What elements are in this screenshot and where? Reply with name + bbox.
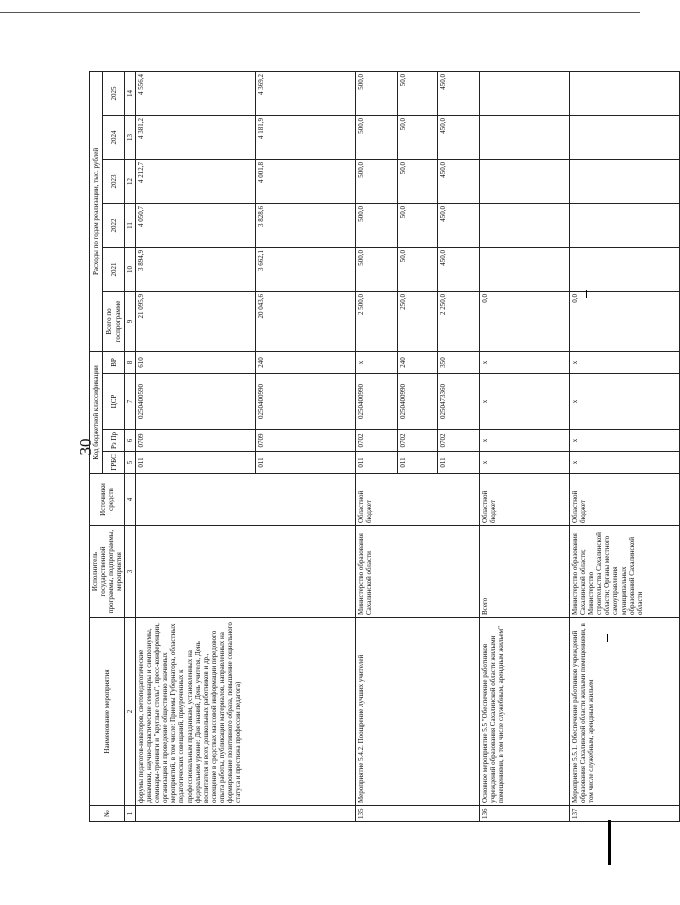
column-index-cell: 10 bbox=[125, 247, 136, 291]
column-index-cell: 2 bbox=[125, 618, 136, 806]
cell-y2021: 50,0 bbox=[398, 247, 438, 291]
cell-y2022 bbox=[570, 203, 680, 247]
cell-y2024 bbox=[570, 115, 680, 159]
cell-csr: 0250400590 bbox=[136, 374, 256, 430]
column-index-cell: 4 bbox=[125, 474, 136, 526]
cell-rzpr: x bbox=[480, 430, 570, 452]
row-number: 136 bbox=[480, 806, 570, 822]
margin-tick bbox=[607, 634, 608, 642]
cell-grbs: 011 bbox=[136, 452, 256, 474]
cell-y2025: 50,0 bbox=[398, 71, 438, 115]
cell-y2022 bbox=[480, 203, 570, 247]
column-index-cell: 11 bbox=[125, 203, 136, 247]
cell-csr: 0250400990 bbox=[256, 374, 356, 430]
cell-y2022: 4 050,7 bbox=[136, 203, 256, 247]
cell-grbs: 011 bbox=[398, 452, 438, 474]
cell-y2021 bbox=[480, 247, 570, 291]
row-source: Областной бюджет bbox=[570, 474, 680, 526]
cell-y2023 bbox=[570, 159, 680, 203]
cell-vr: 240 bbox=[398, 351, 438, 373]
column-index-cell: 9 bbox=[125, 291, 136, 351]
year-2024-header: 2024 bbox=[102, 115, 124, 159]
cell-csr: 0250400990 bbox=[356, 374, 398, 430]
cell-y2025 bbox=[570, 71, 680, 115]
cell-vr: x bbox=[570, 351, 680, 373]
budget-table bbox=[89, 71, 680, 822]
cell-y2022: 50,0 bbox=[398, 203, 438, 247]
column-index-cell: 12 bbox=[125, 159, 136, 203]
cell-y2023 bbox=[480, 159, 570, 203]
total-header: Всего по госпрограмме bbox=[102, 291, 124, 351]
cell-y2021: 450,0 bbox=[438, 247, 480, 291]
col-no-header: № bbox=[90, 806, 125, 822]
cell-total: 2 250,0 bbox=[438, 291, 480, 351]
row-name: форумы педагогов-новаторов, светопедагогические динамики, научно-практические семинары и симпозиумы, семинары-тренинги и "круглые столы", пресс-конференции, организация и проведение общественно значимых мероприятий, в том числе: Приемы Губернатора, областных педагогических совещаний, приуроченных к профессиональным праздникам, установленных на федеральном уровне: Дня знаний, День учителя, День воспитателя и всех дошкольных работников и др., освещение в средствах массовой информации передового опыта работы, публикации материалов, направленных на формирование позитивного образа, повышение социального статуса и престижа профессии педагога) bbox=[136, 618, 356, 806]
row-executor: Министерство образования Сахалинской области bbox=[356, 526, 480, 618]
cell-grbs: 011 bbox=[438, 452, 480, 474]
table-body bbox=[136, 71, 680, 821]
row-source: Областной бюджет bbox=[480, 474, 570, 526]
cell-y2021: 3 894,9 bbox=[136, 247, 256, 291]
cell-y2022: 500,0 bbox=[356, 203, 398, 247]
cell-csr: x bbox=[570, 374, 680, 430]
budget-group-header: Код бюджетной классификации bbox=[90, 351, 103, 473]
cell-y2024: 50,0 bbox=[398, 115, 438, 159]
cell-y2024: 500,0 bbox=[356, 115, 398, 159]
table-row bbox=[136, 71, 256, 821]
row-name: Основное мероприятие 5.5 "Обеспечение работников учреждений образования Сахалинской области жилыми помещениями, в том числе служебным, арендным жильем" bbox=[480, 618, 570, 806]
cell-y2022: 450,0 bbox=[438, 203, 480, 247]
cell-y2024 bbox=[480, 115, 570, 159]
cell-y2025: 4 369,2 bbox=[256, 71, 356, 115]
page-number: 30 bbox=[76, 438, 95, 456]
column-index-cell: 8 bbox=[125, 351, 136, 373]
cell-total: 21 095,9 bbox=[136, 291, 256, 351]
cell-csr: 0250473360 bbox=[438, 374, 480, 430]
cell-y2021: 500,0 bbox=[356, 247, 398, 291]
year-2021-header: 2021 bbox=[102, 247, 124, 291]
cell-y2024: 4 381,2 bbox=[136, 115, 256, 159]
cell-total: 250,0 bbox=[398, 291, 438, 351]
cell-y2023: 500,0 bbox=[356, 159, 398, 203]
grbs-header: ГРБС bbox=[102, 452, 124, 474]
margin-mark bbox=[608, 820, 611, 865]
column-index-cell: 6 bbox=[125, 430, 136, 452]
row-number: 135 bbox=[356, 806, 480, 822]
col-executor-header: Исполнитель государственной программы, подпрограммы, мероприятия bbox=[90, 526, 125, 618]
rzpr-header: Рз Пр bbox=[102, 430, 124, 452]
cell-grbs: 011 bbox=[356, 452, 398, 474]
cell-y2025: 450,0 bbox=[438, 71, 480, 115]
row-number bbox=[136, 806, 356, 822]
cell-grbs: x bbox=[480, 452, 570, 474]
cell-vr: 240 bbox=[256, 351, 356, 373]
row-name: Мероприятие 5.5.1. Обеспечение работников учреждений образования Сахалинской области жилыми помещениями, в том числе служебным, арендным жильем bbox=[570, 618, 680, 806]
cell-csr: 0250400990 bbox=[398, 374, 438, 430]
cell-rzpr: 0702 bbox=[356, 430, 398, 452]
cell-vr: x bbox=[480, 351, 570, 373]
row-executor: Министерство образования Сахалинской области; Министерство строительства Сахалинской области; Органы местного самоуправления муниципальных образований Сахалинской области bbox=[570, 526, 680, 618]
cell-rzpr: 0709 bbox=[136, 430, 256, 452]
cell-y2023: 50,0 bbox=[398, 159, 438, 203]
row-name: Мероприятие 5.4.2. Поощрение лучших учителей bbox=[356, 618, 480, 806]
cell-total: 0,0 bbox=[480, 291, 570, 351]
top-rule bbox=[0, 12, 640, 13]
header-row-1 bbox=[90, 71, 103, 821]
margin-tick bbox=[586, 290, 587, 298]
column-index-cell: 14 bbox=[125, 71, 136, 115]
cell-total: 20 043,6 bbox=[256, 291, 356, 351]
csr-header: ЦСР bbox=[102, 374, 124, 430]
column-index-cell: 5 bbox=[125, 452, 136, 474]
cell-vr: x bbox=[356, 351, 398, 373]
cell-y2023: 450,0 bbox=[438, 159, 480, 203]
table-row bbox=[480, 71, 570, 821]
rotated-sheet bbox=[89, 71, 680, 822]
year-2023-header: 2023 bbox=[102, 159, 124, 203]
cell-y2021 bbox=[570, 247, 680, 291]
cell-rzpr: x bbox=[570, 430, 680, 452]
cell-rzpr: 0702 bbox=[398, 430, 438, 452]
year-2022-header: 2022 bbox=[102, 203, 124, 247]
expenses-group-header: Расходы по годам реализации, тыс. рублей bbox=[90, 71, 103, 351]
vr-header: ВР bbox=[102, 351, 124, 373]
cell-y2025: 4 556,4 bbox=[136, 71, 256, 115]
cell-rzpr: 0709 bbox=[256, 430, 356, 452]
column-index-row bbox=[125, 71, 136, 821]
cell-y2023: 4 001,8 bbox=[256, 159, 356, 203]
row-source: Областной бюджет bbox=[356, 474, 480, 526]
cell-y2022: 3 828,6 bbox=[256, 203, 356, 247]
cell-grbs: x bbox=[570, 452, 680, 474]
col-name-header: Наименование мероприятия bbox=[90, 618, 125, 806]
row-executor bbox=[136, 526, 356, 618]
cell-total: 2 500,0 bbox=[356, 291, 398, 351]
row-executor: Всего bbox=[480, 526, 570, 618]
column-index-cell: 13 bbox=[125, 115, 136, 159]
cell-vr: 610 bbox=[136, 351, 256, 373]
table-row bbox=[570, 71, 680, 821]
cell-y2025 bbox=[480, 71, 570, 115]
cell-csr: x bbox=[480, 374, 570, 430]
column-index-cell: 1 bbox=[125, 806, 136, 822]
col-source-header: Источники средств bbox=[90, 474, 125, 526]
cell-y2023: 4 212,7 bbox=[136, 159, 256, 203]
cell-rzpr: 0702 bbox=[438, 430, 480, 452]
year-2025-header: 2025 bbox=[102, 71, 124, 115]
column-index-cell: 7 bbox=[125, 374, 136, 430]
cell-vr: 350 bbox=[438, 351, 480, 373]
cell-y2021: 3 662,1 bbox=[256, 247, 356, 291]
cell-y2024: 4 181,9 bbox=[256, 115, 356, 159]
column-index-cell: 3 bbox=[125, 526, 136, 618]
cell-grbs: 011 bbox=[256, 452, 356, 474]
row-number: 137 bbox=[570, 806, 680, 822]
cell-y2024: 450,0 bbox=[438, 115, 480, 159]
cell-total: 0,0 bbox=[570, 291, 680, 351]
cell-y2025: 500,0 bbox=[356, 71, 398, 115]
row-source bbox=[136, 474, 356, 526]
table-row bbox=[356, 71, 398, 821]
